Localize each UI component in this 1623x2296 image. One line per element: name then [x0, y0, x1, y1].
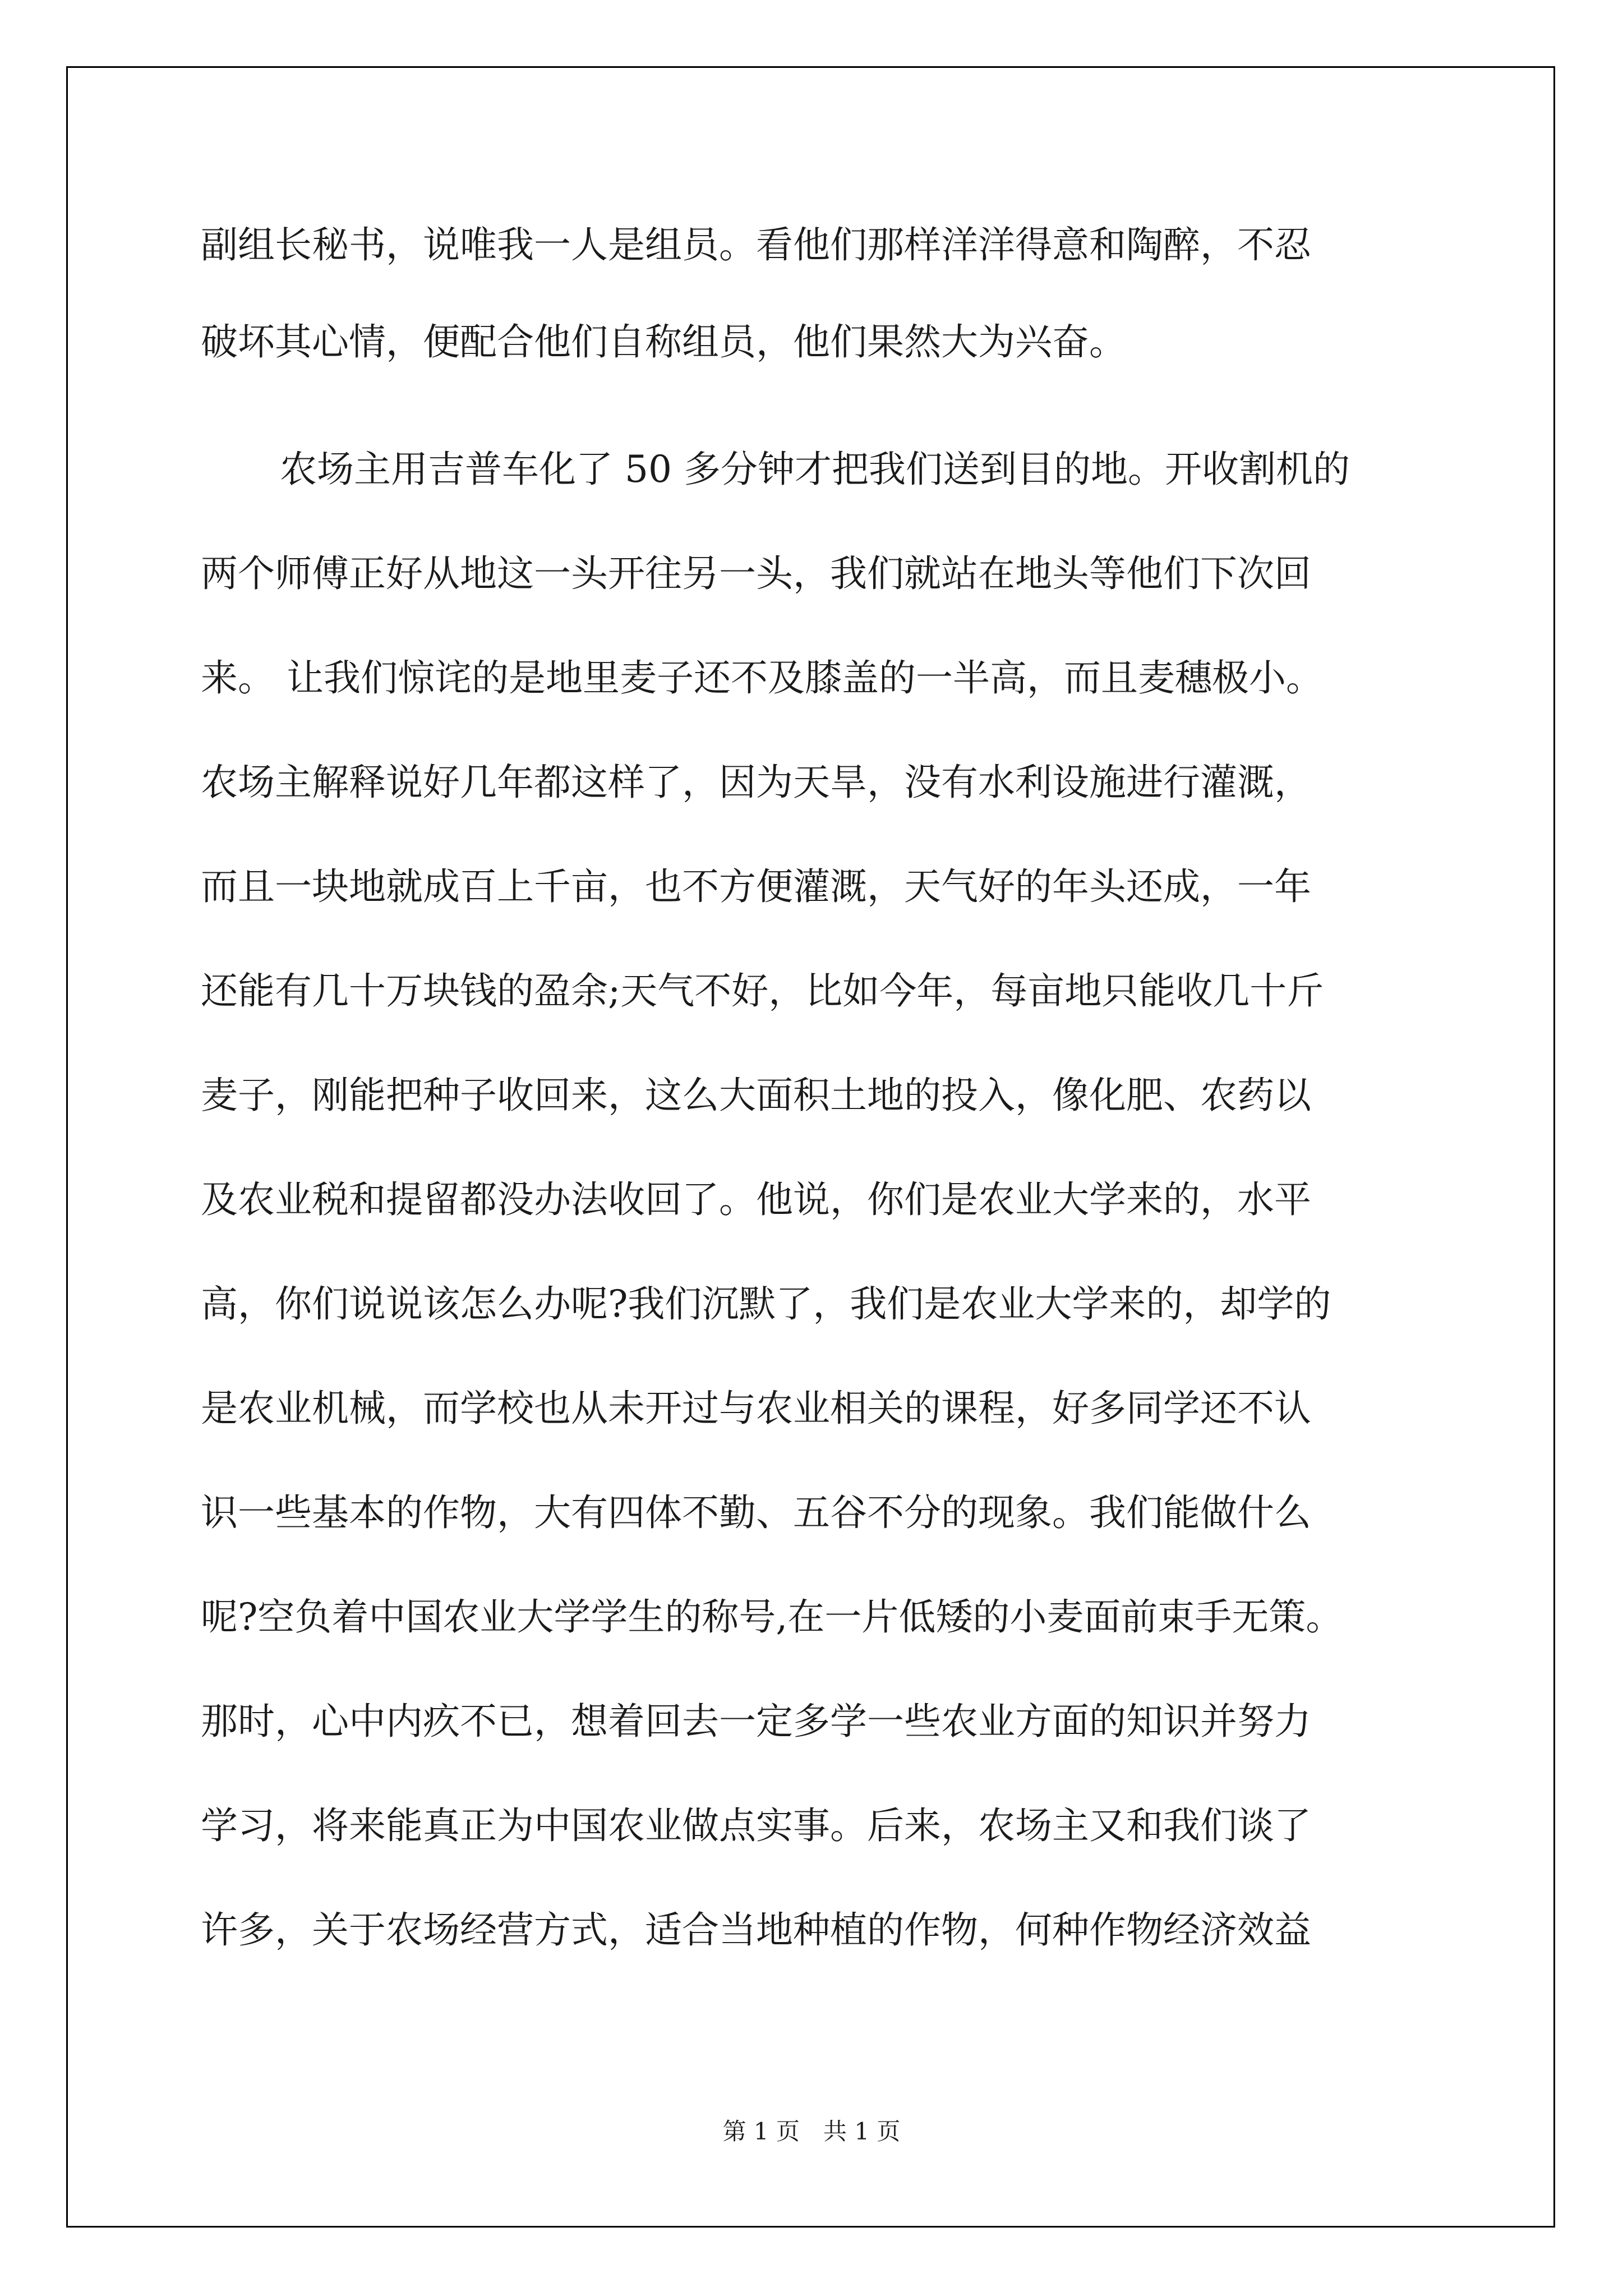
- text-line: 农场主解释说好几年都这样了，因为天旱，没有水利设施进行灌溉，: [201, 761, 1311, 804]
- text-line: 破坏其心情，便配合他们自称组员，他们果然大为兴奋。: [201, 320, 1126, 364]
- text-line: 许多，关于农场经营方式，适合当地种植的作物，何种作物经济效益: [201, 1908, 1311, 1952]
- text-line: 来。 让我们惊诧的是地里麦子还不及膝盖的一半高，而且麦穗极小。: [201, 656, 1323, 700]
- text-line: 麦子，刚能把种子收回来，这么大面积土地的投入，像化肥、农药以: [201, 1074, 1311, 1117]
- text-line: 副组长秘书，说唯我一人是组员。看他们那样洋洋得意和陶醉，不忍: [201, 223, 1311, 266]
- text-line: 而且一块地就成百上千亩，也不方便灌溉，天气好的年头还成，一年: [201, 865, 1311, 908]
- text-line: 是农业机械，而学校也从未开过与农业相关的课程，好多同学还不认: [201, 1387, 1311, 1430]
- text-line: 高，你们说说该怎么办呢?我们沉默了，我们是农业大学来的，却学的: [201, 1282, 1331, 1326]
- text-line: 识一些基本的作物，大有四体不勤、五谷不分的现象。我们能做什么: [201, 1491, 1311, 1534]
- text-line: 及农业税和提留都没办法收回了。他说，你们是农业大学来的，水平: [201, 1178, 1311, 1221]
- text-line: 还能有几十万块钱的盈余;天气不好，比如今年，每亩地只能收几十斤: [201, 969, 1324, 1013]
- page-number-footer: 第 1 页 共 1 页: [722, 2118, 901, 2145]
- text-line: 农场主用吉普车化了 50 多分钟才把我们送到目的地。开收割机的: [280, 448, 1350, 491]
- text-line: 两个师傅正好从地这一头开往另一头，我们就站在地头等他们下次回: [201, 552, 1311, 595]
- text-line: 那时，心中内疚不已，想着回去一定多学一些农业方面的知识并努力: [201, 1700, 1311, 1743]
- text-line: 学习，将来能真正为中国农业做点实事。后来，农场主又和我们谈了: [201, 1804, 1311, 1847]
- text-line: 呢?空负着中国农业大学学生的称号,在一片低矮的小麦面前束手无策。: [201, 1595, 1343, 1639]
